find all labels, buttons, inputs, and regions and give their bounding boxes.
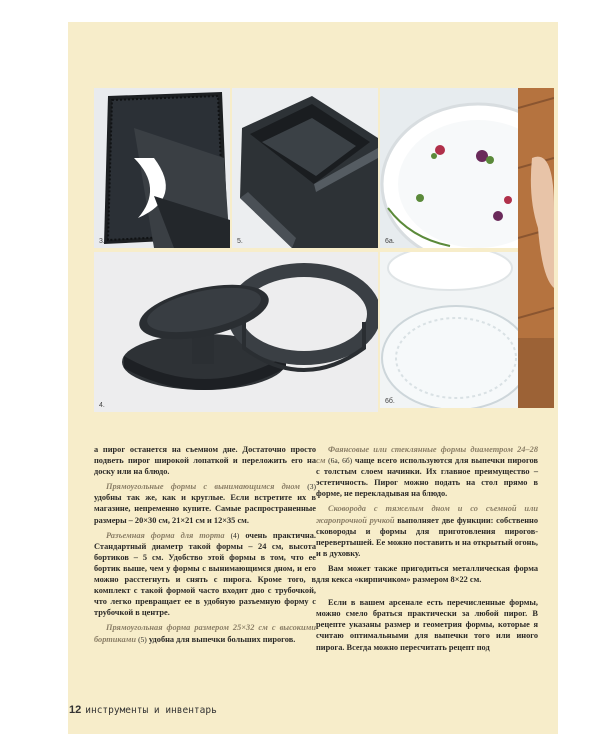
paragraph: Фаянсовые или стеклянные формы диаметром 24–28 см (6а, 6б) чаще всего используются для выпечки пирогов с толстым слоем начинки. Их главное преимущество – эстетичность. Пирог можно подать на стол прямо в форме, не перекладывая на блюдо.	[316, 445, 539, 499]
paragraph: а пирог останется на съемном дне. Достаточно просто подветь пирог широкой лопаткой и переложить его на доску или на блюдо.	[94, 445, 316, 477]
paragraph: Если в вашем арсенале есть перечисленные формы, можно смело браться практически за любой пирог. В рецепте указаны размер и геометрия формы, которые я считаю оптимальными для выпечки того или иного пирога. Всегда можно пересчитать рецепт под	[316, 598, 538, 652]
photo-loaf-pan	[232, 88, 378, 248]
photo-ceramic-dish	[380, 88, 518, 248]
paragraph: Прямоугольные формы с вынимающимся дном (3) удобны так же, как и круглые. Если встретите их в магазине, непременно купите. Самые распространенные размеры – 20×30 см, 21×21 см и 12×35 см.	[94, 482, 316, 525]
paragraph: Прямоугольная форма размером 25×32 см с высокими бортиками (5) удобна для выпечки больших пирогов.	[94, 623, 316, 644]
text-column-right	[316, 444, 538, 657]
text-column-left	[94, 444, 316, 649]
photo-label: 5.	[237, 238, 243, 245]
section-title: инструменты и инвентарь	[85, 705, 217, 716]
paragraph: Сковорода с тяжелым дном и со съемной или жаропрочной ручкой выполняет две функции: собственно сковороды и формы для приготовления пирогов-перевертышей. Ее можно поставить и на открытый огонь, и в духовку.	[316, 504, 538, 558]
paragraph: Вам может также пригодиться металлическая форма для кекса «кирпичиком» размером 8×22 см.	[316, 563, 538, 585]
photo-glass-dish	[380, 252, 518, 408]
photo-tart-pan	[94, 88, 230, 248]
page-footer	[69, 704, 217, 716]
page-number: 12	[69, 704, 82, 716]
photo-label: 4.	[99, 402, 105, 409]
photo-label: 6а.	[385, 238, 395, 245]
photo-label: 6б.	[385, 398, 395, 405]
photo-springform-pan	[94, 252, 378, 412]
paragraph: Разъемная форма для торта (4) очень практична. Стандартный диаметр такой формы – 24 см, высота бортиков – 5 см. Удобство этой формы в том, что ее бортик выше, чем у формы с вынимающимся дном, и его можно расстегнуть и снять с пирога. Кроме того, в комплект с такой формой часто входит дно с трубочкой, что легко превращает ее в удобную разъемную форму с трубочкой в центре.	[94, 530, 316, 618]
photo-side-strip	[518, 88, 554, 408]
photo-label: 3.	[99, 238, 105, 245]
